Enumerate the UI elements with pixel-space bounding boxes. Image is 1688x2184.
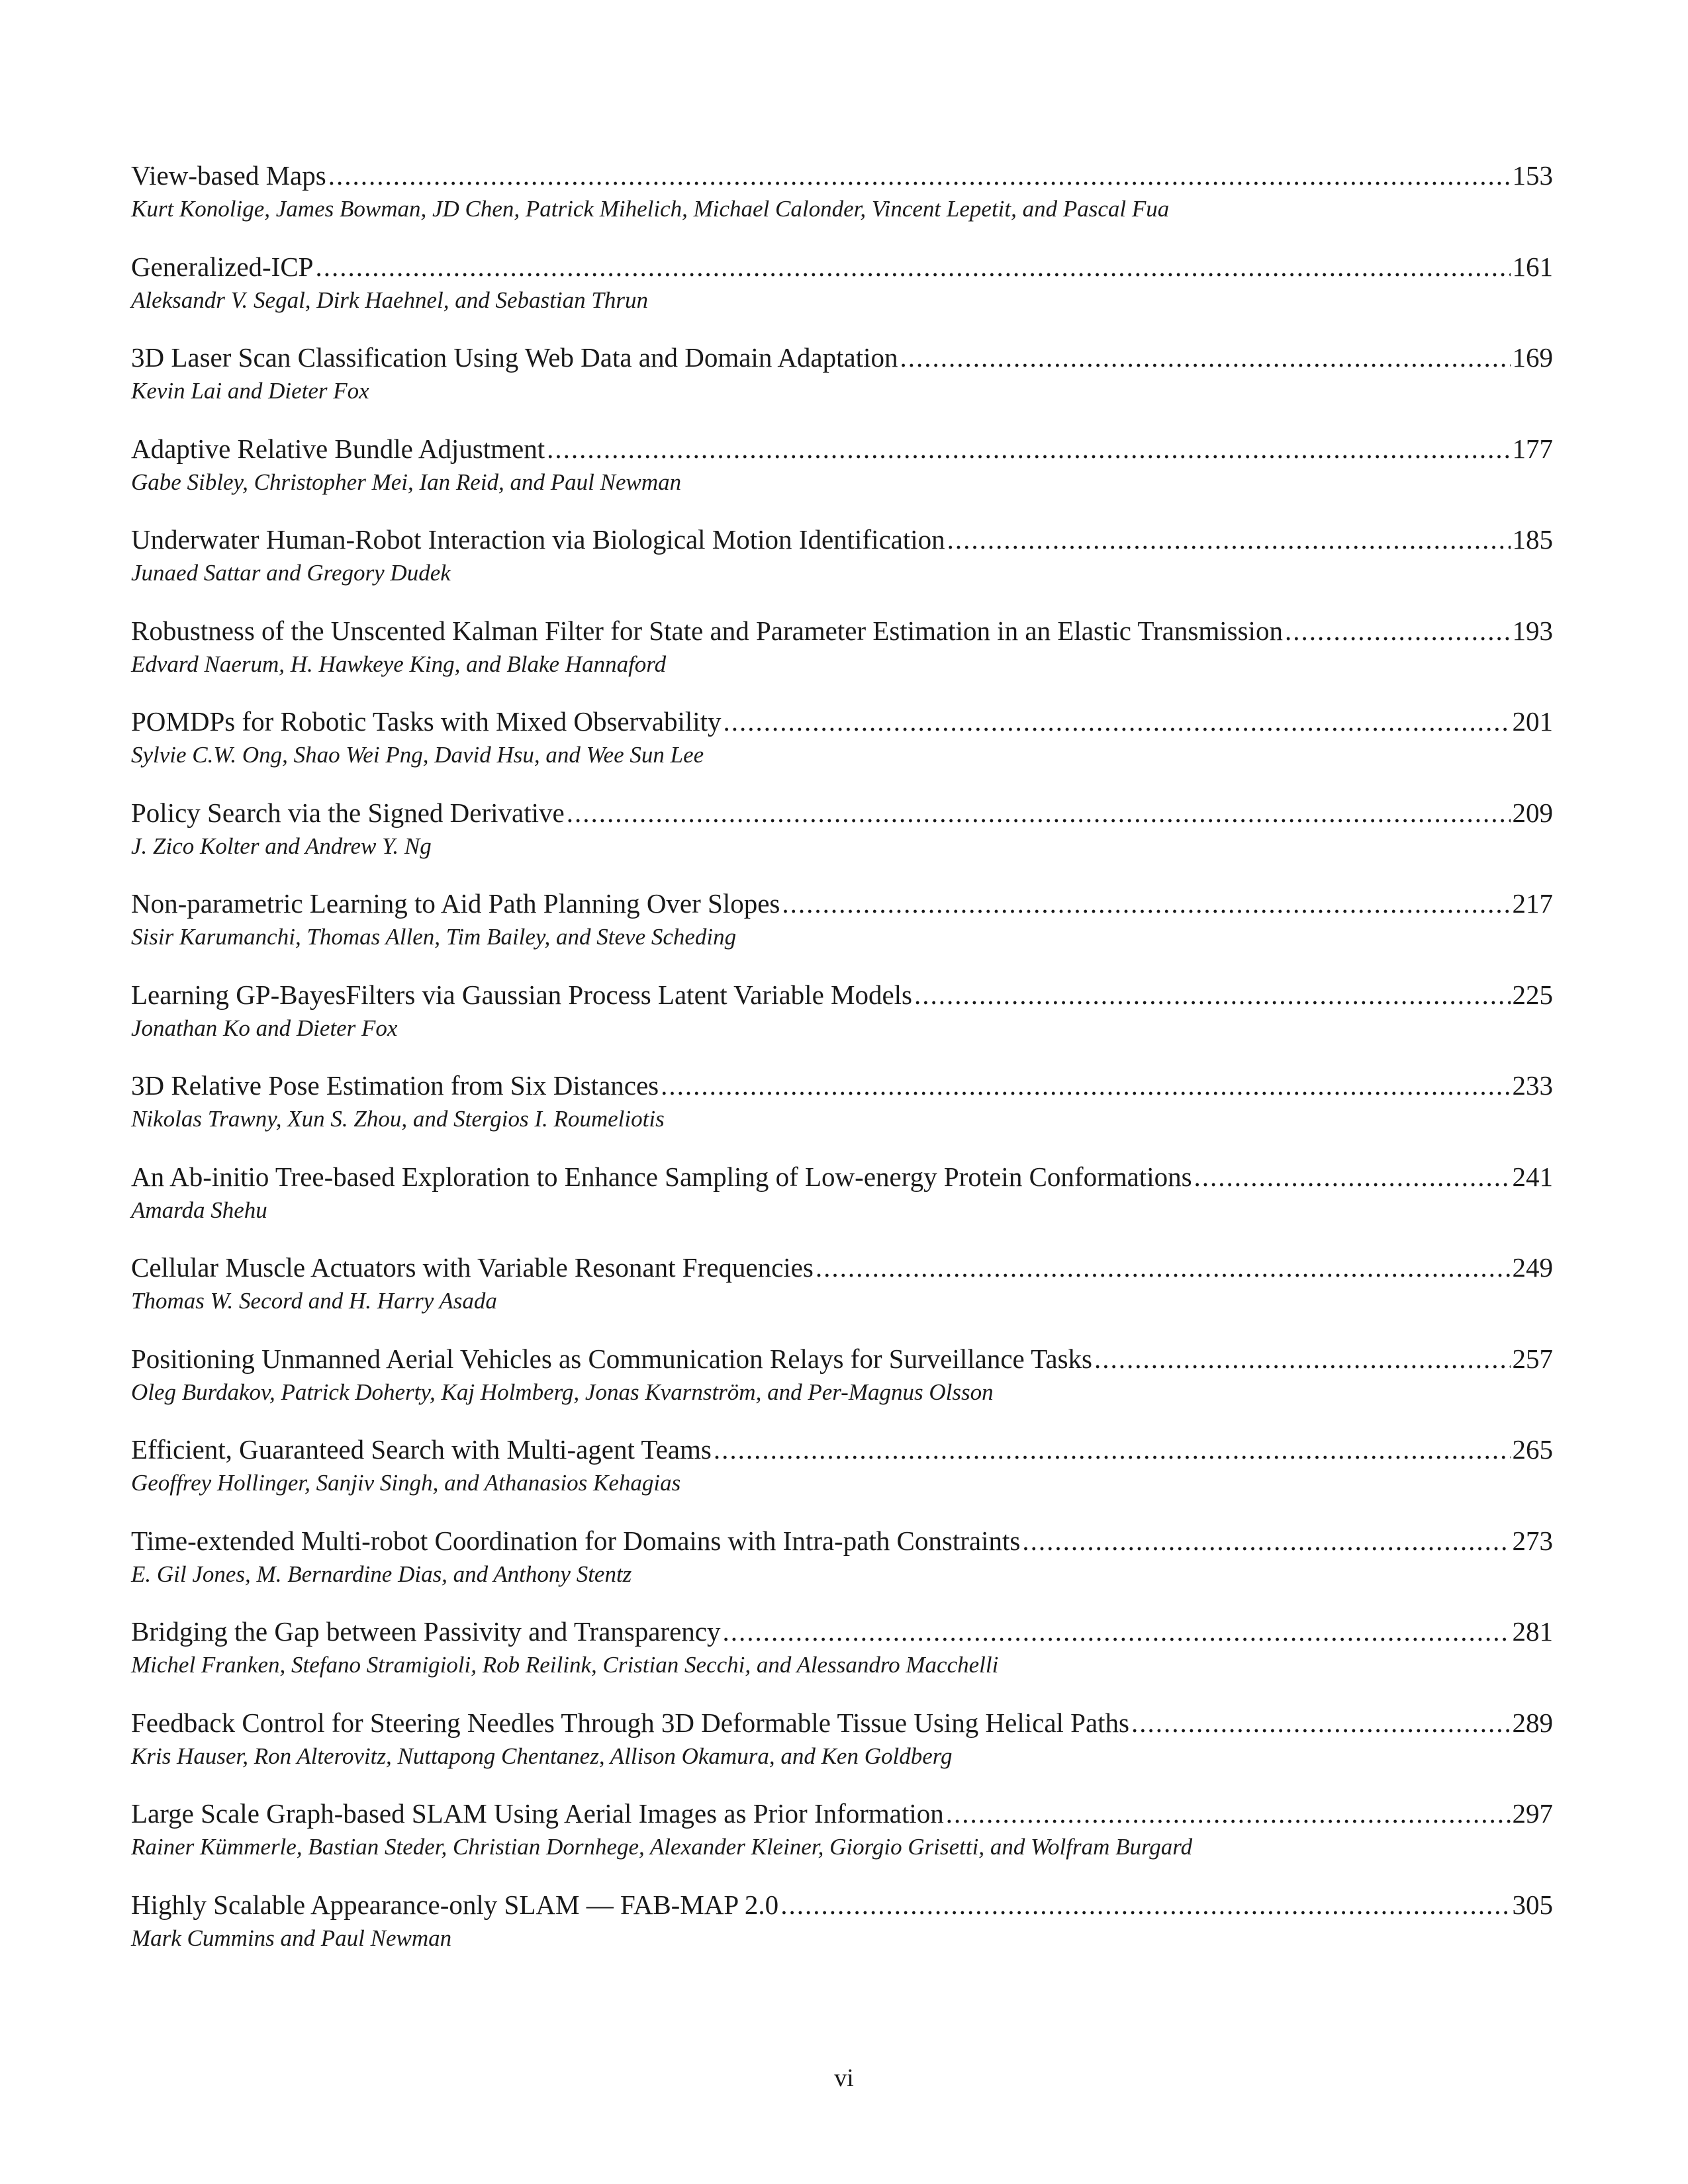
toc-title-line	[131, 887, 1553, 920]
dot-leader	[722, 1615, 1510, 1648]
dot-leader	[1022, 1524, 1510, 1557]
entry-authors: Jonathan Ko and Dieter Fox	[131, 1015, 398, 1041]
toc-title-line	[131, 1251, 1553, 1284]
entry-authors: Gabe Sibley, Christopher Mei, Ian Reid, and Paul Newman	[131, 469, 682, 495]
dot-leader	[547, 432, 1510, 465]
toc-title-line	[131, 523, 1553, 556]
toc-entry[interactable]	[131, 159, 1553, 250]
entry-authors: J. Zico Kolter and Andrew Y. Ng	[131, 833, 432, 859]
dot-leader	[1131, 1706, 1510, 1739]
page-number: 177	[1512, 433, 1553, 464]
entry-authors: E. Gil Jones, M. Bernardine Dias, and Anthony Stentz	[131, 1561, 632, 1587]
entry-title: 3D Relative Pose Estimation from Six Distances	[131, 1070, 659, 1101]
page-number: 153	[1512, 160, 1553, 191]
page-number: 257	[1512, 1343, 1553, 1374]
entry-title: An Ab-initio Tree-based Exploration to Enhance Sampling of Low-energy Protein Conformations	[131, 1161, 1192, 1192]
dot-leader	[567, 796, 1511, 829]
toc-title-line	[131, 705, 1553, 738]
page-number: 289	[1512, 1707, 1553, 1738]
toc-entry[interactable]	[131, 1615, 1553, 1706]
entry-authors: Sisir Karumanchi, Thomas Allen, Tim Bailey, and Steve Scheding	[131, 924, 737, 950]
entry-title: Non-parametric Learning to Aid Path Planning Over Slopes	[131, 888, 780, 919]
page-number: 225	[1512, 979, 1553, 1010]
entry-title: Feedback Control for Steering Needles Through 3D Deformable Tissue Using Helical Paths	[131, 1707, 1130, 1738]
entry-title: Robustness of the Unscented Kalman Filter for State and Parameter Estimation in an Elastic Transmission	[131, 615, 1283, 646]
entry-authors: Aleksandr V. Segal, Dirk Haehnel, and Sebastian Thrun	[131, 287, 648, 313]
page-number: 209	[1512, 797, 1553, 828]
dot-leader	[816, 1251, 1511, 1284]
toc-title-line	[131, 250, 1553, 283]
entry-authors: Sylvie C.W. Ong, Shao Wei Png, David Hsu, and Wee Sun Lee	[131, 742, 704, 768]
toc-entry[interactable]	[131, 1888, 1553, 1979]
dot-leader	[1094, 1342, 1510, 1375]
page-number: 233	[1512, 1070, 1553, 1101]
toc-entry[interactable]	[131, 1797, 1553, 1888]
toc-entry[interactable]	[131, 1524, 1553, 1615]
toc-entry[interactable]	[131, 1433, 1553, 1524]
toc-entry[interactable]	[131, 705, 1553, 796]
dot-leader	[914, 978, 1510, 1011]
toc-entry[interactable]	[131, 341, 1553, 432]
entry-title: Generalized-ICP	[131, 251, 314, 282]
dot-leader	[714, 1433, 1511, 1466]
entry-authors: Amarda Shehu	[131, 1197, 267, 1223]
toc-title-line	[131, 614, 1553, 647]
table-of-contents	[131, 159, 1553, 1979]
entry-authors: Kevin Lai and Dieter Fox	[131, 378, 369, 404]
toc-entry[interactable]	[131, 1706, 1553, 1797]
page-folio: vi	[834, 2064, 854, 2092]
entry-authors: Thomas W. Secord and H. Harry Asada	[131, 1288, 497, 1314]
toc-title-line	[131, 159, 1553, 192]
entry-title: Bridging the Gap between Passivity and Transparency	[131, 1616, 721, 1647]
dot-leader	[328, 159, 1511, 192]
dot-leader	[900, 341, 1511, 374]
toc-entry[interactable]	[131, 523, 1553, 614]
toc-entry[interactable]	[131, 432, 1553, 523]
entry-title: View-based Maps	[131, 160, 326, 191]
entry-authors: Kurt Konolige, James Bowman, JD Chen, Patrick Mihelich, Michael Calonder, Vincent Lepetit, and Pascal Fua	[131, 196, 1170, 222]
page-number: 169	[1512, 342, 1553, 373]
page-number: 185	[1512, 524, 1553, 555]
toc-title-line	[131, 1888, 1553, 1921]
page-number: 161	[1512, 251, 1553, 282]
entry-authors: Kris Hauser, Ron Alterovitz, Nuttapong Chentanez, Allison Okamura, and Ken Goldberg	[131, 1743, 953, 1769]
toc-entry[interactable]	[131, 1251, 1553, 1342]
entry-title: Learning GP-BayesFilters via Gaussian Process Latent Variable Models	[131, 979, 913, 1010]
toc-title-line	[131, 432, 1553, 465]
toc-title-line	[131, 1433, 1553, 1466]
entry-authors: Nikolas Trawny, Xun S. Zhou, and Stergios I. Roumeliotis	[131, 1106, 665, 1132]
page-number: 297	[1512, 1798, 1553, 1829]
entry-title: Policy Search via the Signed Derivative	[131, 797, 565, 828]
entry-authors: Geoffrey Hollinger, Sanjiv Singh, and Athanasios Kehagias	[131, 1470, 681, 1496]
entry-authors: Oleg Burdakov, Patrick Doherty, Kaj Holmberg, Jonas Kvarnström, and Per-Magnus Olsson	[131, 1379, 994, 1405]
dot-leader	[661, 1069, 1510, 1102]
toc-title-line	[131, 978, 1553, 1011]
entry-title: POMDPs for Robotic Tasks with Mixed Observability	[131, 706, 722, 737]
dot-leader	[1285, 614, 1511, 647]
entry-title: Large Scale Graph-based SLAM Using Aerial Images as Prior Information	[131, 1798, 944, 1829]
page-number: 249	[1512, 1252, 1553, 1283]
page-number: 273	[1512, 1525, 1553, 1556]
toc-entry[interactable]	[131, 1160, 1553, 1251]
toc-title-line	[131, 1615, 1553, 1648]
entry-authors: Rainer Kümmerle, Bastian Steder, Christian Dornhege, Alexander Kleiner, Giorgio Grisetti, and Wolfram Burgard	[131, 1834, 1193, 1860]
dot-leader	[946, 1797, 1511, 1830]
entry-title: Underwater Human-Robot Interaction via Biological Motion Identification	[131, 524, 945, 555]
entry-title: Adaptive Relative Bundle Adjustment	[131, 433, 545, 464]
toc-title-line	[131, 341, 1553, 374]
toc-title-line	[131, 1342, 1553, 1375]
page-number: 201	[1512, 706, 1553, 737]
entry-authors: Michel Franken, Stefano Stramigioli, Rob Reilink, Cristian Secchi, and Alessandro Macchelli	[131, 1652, 999, 1678]
dot-leader	[316, 250, 1511, 283]
toc-entry[interactable]	[131, 614, 1553, 705]
page-number: 241	[1512, 1161, 1553, 1192]
entry-authors: Junaed Sattar and Gregory Dudek	[131, 560, 451, 586]
dot-leader	[947, 523, 1511, 556]
toc-title-line	[131, 1706, 1553, 1739]
entry-title: 3D Laser Scan Classification Using Web Data and Domain Adaptation	[131, 342, 898, 373]
page-number: 217	[1512, 888, 1553, 919]
page-number: 281	[1512, 1616, 1553, 1647]
toc-title-line	[131, 1524, 1553, 1557]
entry-title: Cellular Muscle Actuators with Variable Resonant Frequencies	[131, 1252, 814, 1283]
entry-title: Efficient, Guaranteed Search with Multi-agent Teams	[131, 1434, 712, 1465]
toc-entry[interactable]	[131, 250, 1553, 341]
page-number: 305	[1512, 1889, 1553, 1920]
toc-entry[interactable]	[131, 1342, 1553, 1433]
page-number: 265	[1512, 1434, 1553, 1465]
entry-title: Positioning Unmanned Aerial Vehicles as Communication Relays for Surveillance Tasks	[131, 1343, 1093, 1374]
entry-authors: Edvard Naerum, H. Hawkeye King, and Blake Hannaford	[131, 651, 667, 677]
toc-entry[interactable]	[131, 887, 1553, 978]
toc-title-line	[131, 1797, 1553, 1830]
page-number: 193	[1512, 615, 1553, 646]
entry-authors: Mark Cummins and Paul Newman	[131, 1925, 452, 1951]
entry-title: Highly Scalable Appearance-only SLAM — FAB-MAP 2.0	[131, 1889, 779, 1920]
toc-entry[interactable]	[131, 1069, 1553, 1160]
toc-entry[interactable]	[131, 796, 1553, 887]
toc-title-line	[131, 1160, 1553, 1193]
dot-leader	[724, 705, 1511, 738]
dot-leader	[1194, 1160, 1511, 1193]
dot-leader	[782, 887, 1510, 920]
dot-leader	[780, 1888, 1510, 1921]
toc-title-line	[131, 796, 1553, 829]
entry-title: Time-extended Multi-robot Coordination for Domains with Intra-path Constraints	[131, 1525, 1021, 1556]
toc-entry[interactable]	[131, 978, 1553, 1069]
toc-title-line	[131, 1069, 1553, 1102]
